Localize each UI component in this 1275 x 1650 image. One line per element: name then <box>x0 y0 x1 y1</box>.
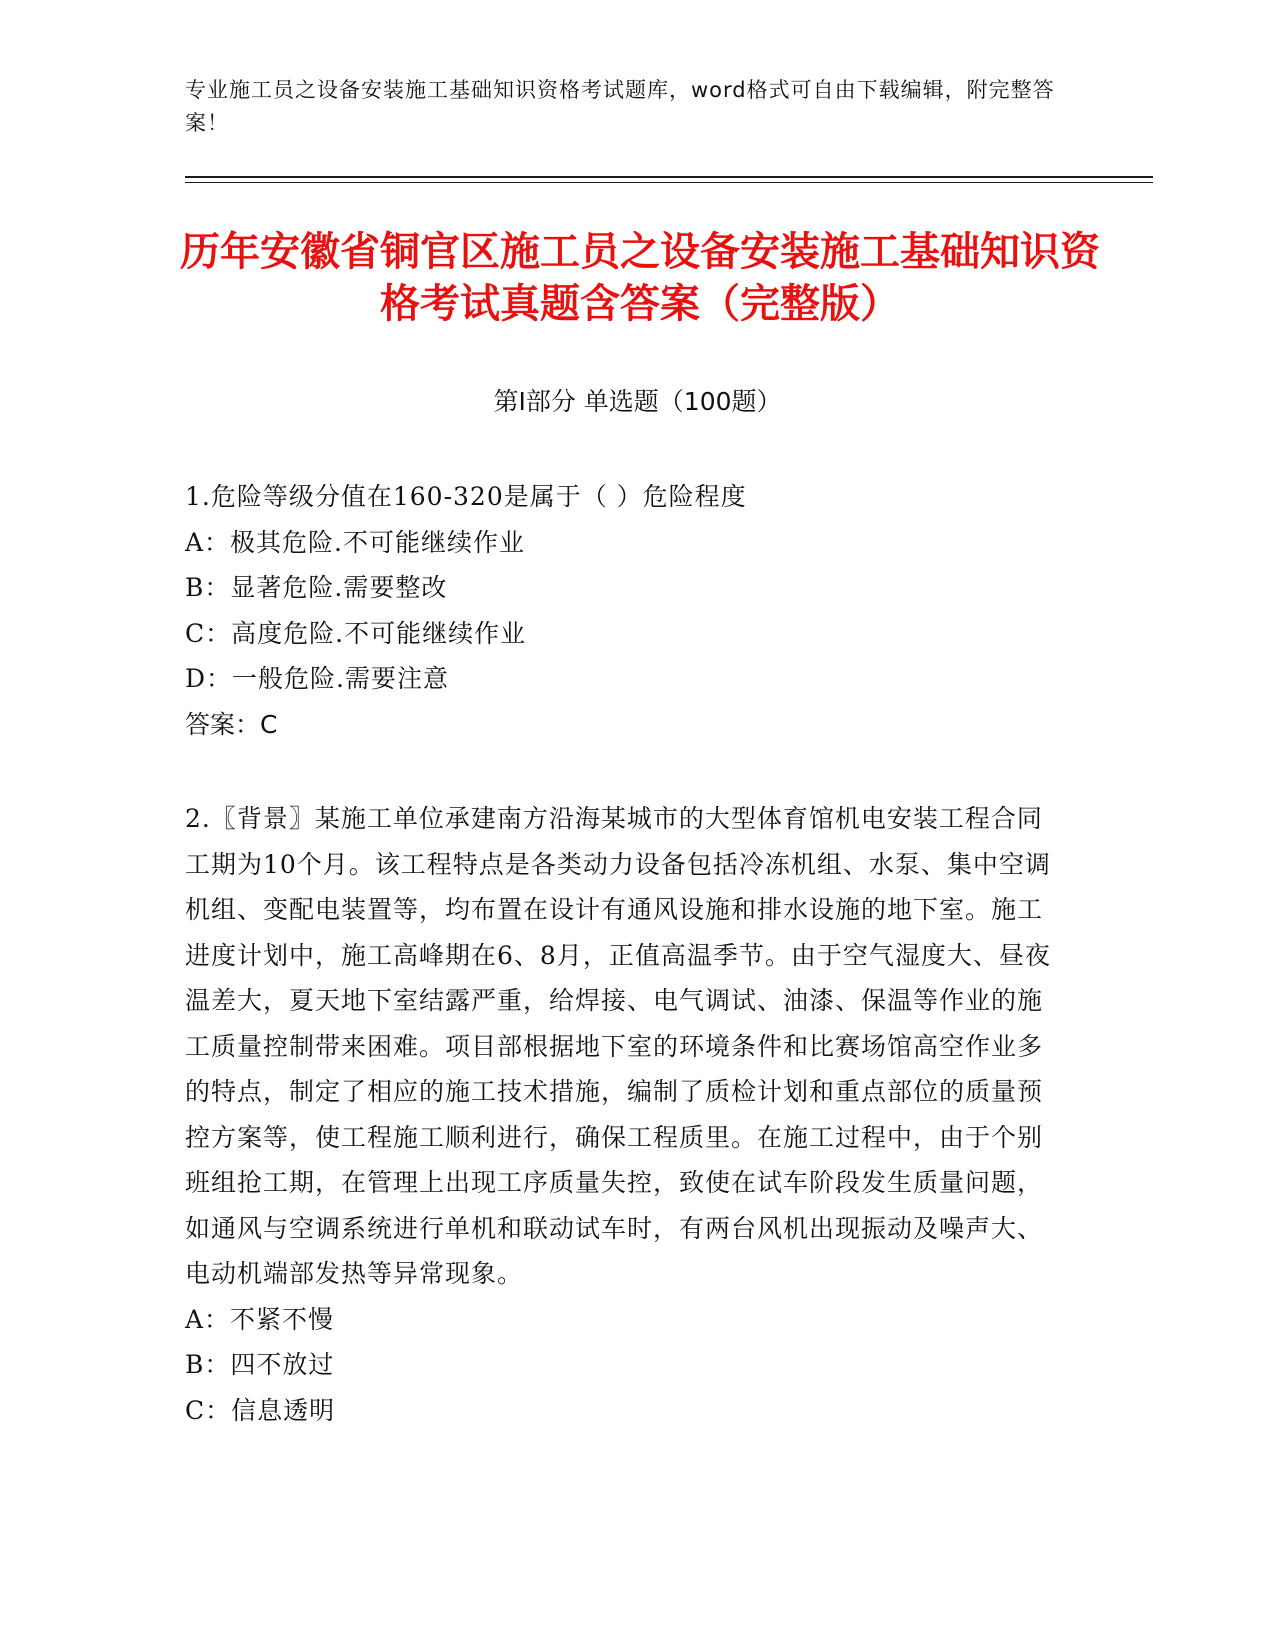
header-rule-thin <box>185 182 1153 183</box>
question-1 <box>185 474 1065 747</box>
section-heading: 第Ⅰ部分 单选题（100题） <box>493 387 782 416</box>
question-stem: 1.危险等级分值在160-320是属于（ ）危险程度 <box>185 482 747 511</box>
option-a: A：极其危险.不可能继续作业 <box>185 527 526 557</box>
header-note: 专业施工员之设备安装施工基础知识资格考试题库，word格式可自由下载编辑，附完整答案！ <box>185 78 1055 135</box>
document-title: 历年安徽省铜官区施工员之设备安装施工基础知识资格考试真题含答案（完整版） <box>180 229 1100 327</box>
option-b: B：四不放过 <box>185 1350 335 1379</box>
option-c: C：高度危险.不可能继续作业 <box>185 618 527 648</box>
option-d: D：一般危险.需要注意 <box>185 664 449 693</box>
option-b: B：显著危险.需要整改 <box>185 573 448 602</box>
question-2 <box>185 796 1065 1433</box>
answer: 答案：C <box>185 709 278 739</box>
option-a: A：不紧不慢 <box>185 1304 335 1334</box>
header-rule-thick <box>185 176 1153 178</box>
option-c: C：信息透明 <box>185 1395 336 1425</box>
question-stem: 2.〖背景〗某施工单位承建南方沿海某城市的大型体育馆机电安装工程合同工期为10个月。该工程特点是各类动力设备包括冷冻机组、水泵、集中空调机组、变配电装置等，均布置在设计有通风设施和排水设施的地下室。施工进度计划中，施工高峰期在6、8月，正值高温季节。由于空气湿度大、昼夜温差大，夏天地下室结露严重，给焊接、电气调试、油漆、保温等作业的施工质量控制带来困难。项目部根据地下室的环境条件和比赛场馆高空作业多的特点，制定了相应的施工技术措施，编制了质检计划和重点部位的质量预控方案等，使工程施工顺利进行，确保工程质里。在施工过程中，由于个别班组抢工期，在管理上出现工序质量失控，致使在试车阶段发生质量问题，如通风与空调系统进行单机和联动试车时，有两台风机出现振动及噪声大、电动机端部发热等异常现象。 <box>185 804 1051 1288</box>
